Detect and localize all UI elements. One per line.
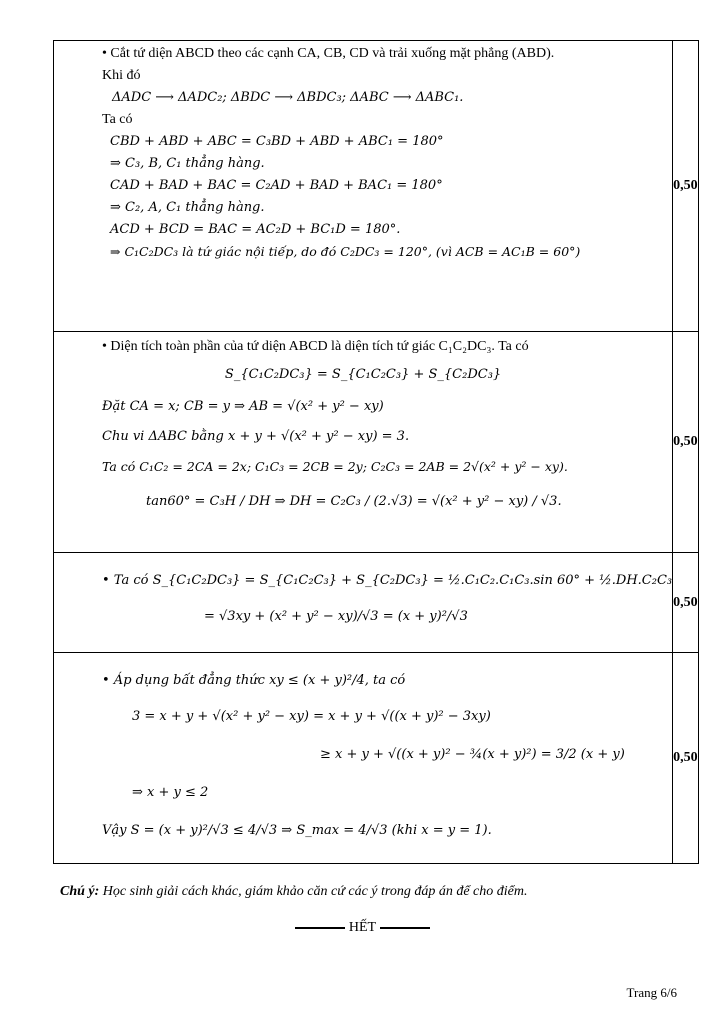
section-2-row [54,332,699,553]
s1-line-4: CBD + ABD + ABC = C₃BD + ABD + ABC₁ = 180° [110,134,444,149]
section-2-score: 0,50 [673,332,699,553]
section-3-row [54,553,699,653]
note-text: Học sinh giải cách khác, giám khảo căn cứ các ý trong đáp án để cho điểm. [102,884,528,899]
end-dash-right [380,927,430,929]
s4-line-1: 3 = x + y + √(x² + y² − xy) = x + y + √((x + y)² − 3xy) [132,709,491,724]
s4-line-2: ≥ x + y + √((x + y)² − ¾(x + y)²) = 3/2 (x + y) [320,747,625,762]
s1-line-8: ACD + BCD = BAC = AC₂D + BC₁D = 180°. [110,222,401,237]
s1-line-7: ⇒ C₂, A, C₁ thẳng hàng. [110,200,265,215]
section-1-score: 0,50 [673,41,699,332]
s4-line-3: ⇒ x + y ≤ 2 [132,785,209,800]
s1-line-1: Khi đó [102,68,141,83]
section-2-content [54,332,673,553]
s1-line-2: ΔADC ⟶ ΔADC₂; ΔBDC ⟶ ΔBDC₃; ΔABC ⟶ ΔABC₁. [112,90,464,105]
s2-line-2: Đặt CA = x; CB = y ⇒ AB = √(x² + y² − xy) [102,399,384,414]
s2-line-4: Ta có C₁C₂ = 2CA = 2x; C₁C₃ = 2CB = 2y; C₂C₃ = 2AB = 2√(x² + y² − xy). [102,459,568,474]
end-dash-left [295,927,345,929]
s2-line-0: • Diện tích toàn phần của tứ diện ABCD là diện tích tứ giác C₁C₂DC₃. Ta có [102,339,529,354]
note [60,884,527,900]
s1-line-3: Ta có [102,112,133,127]
page-number: Trang 6/6 [626,985,677,1000]
section-4-score: 0,50 [673,653,699,864]
section-4-row [54,653,699,864]
grading-table [53,40,699,864]
s1-line-5: ⇒ C₃, B, C₁ thẳng hàng. [110,156,265,171]
s2-line-3: Chu vi ΔABC bằng x + y + √(x² + y² − xy) = 3. [102,429,410,444]
s1-line-0: • Cắt tứ diện ABCD theo các cạnh CA, CB, CD và trải xuống mặt phẳng (ABD). [102,46,555,61]
s1-line-6: CAD + BAD + BAC = C₂AD + BAD + BAC₁ = 180° [110,178,443,193]
end-text: HẾT [348,920,377,935]
section-1-row [54,41,699,332]
s3-line-0: • Ta có S_{C₁C₂DC₃} = S_{C₁C₂C₃} + S_{C₂DC₃} = ½.C₁C₂.C₁C₃.sin 60° + ½.DH.C₂C₃ [102,573,673,588]
note-label: Chú ý: [60,884,100,899]
s2-line-5: tan60° = C₃H / DH ⇒ DH = C₂C₃ / (2.√3) = √(x² + y² − xy) / √3. [146,494,562,509]
section-4-content [54,653,673,864]
section-3-score: 0,50 [673,553,699,653]
s4-line-4: Vậy S = (x + y)²/√3 ≤ 4/√3 ⇒ S_max = 4/√3 (khi x = y = 1). [102,823,492,838]
end-marker [0,920,725,936]
s3-line-1: = √3xy + (x² + y² − xy)/√3 = (x + y)²/√3 [204,609,468,624]
s4-line-0: • Áp dụng bất đẳng thức xy ≤ (x + y)²/4, ta có [102,673,406,688]
section-1-content [54,41,673,332]
s1-line-9: ⇒ C₁C₂DC₃ là tứ giác nội tiếp, do đó C₂DC₃ = 120°, (vì ACB = AC₁B = 60°) [110,244,581,259]
section-3-content [54,553,673,653]
s2-line-1: S_{C₁C₂DC₃} = S_{C₁C₂C₃} + S_{C₂DC₃} [224,367,502,382]
